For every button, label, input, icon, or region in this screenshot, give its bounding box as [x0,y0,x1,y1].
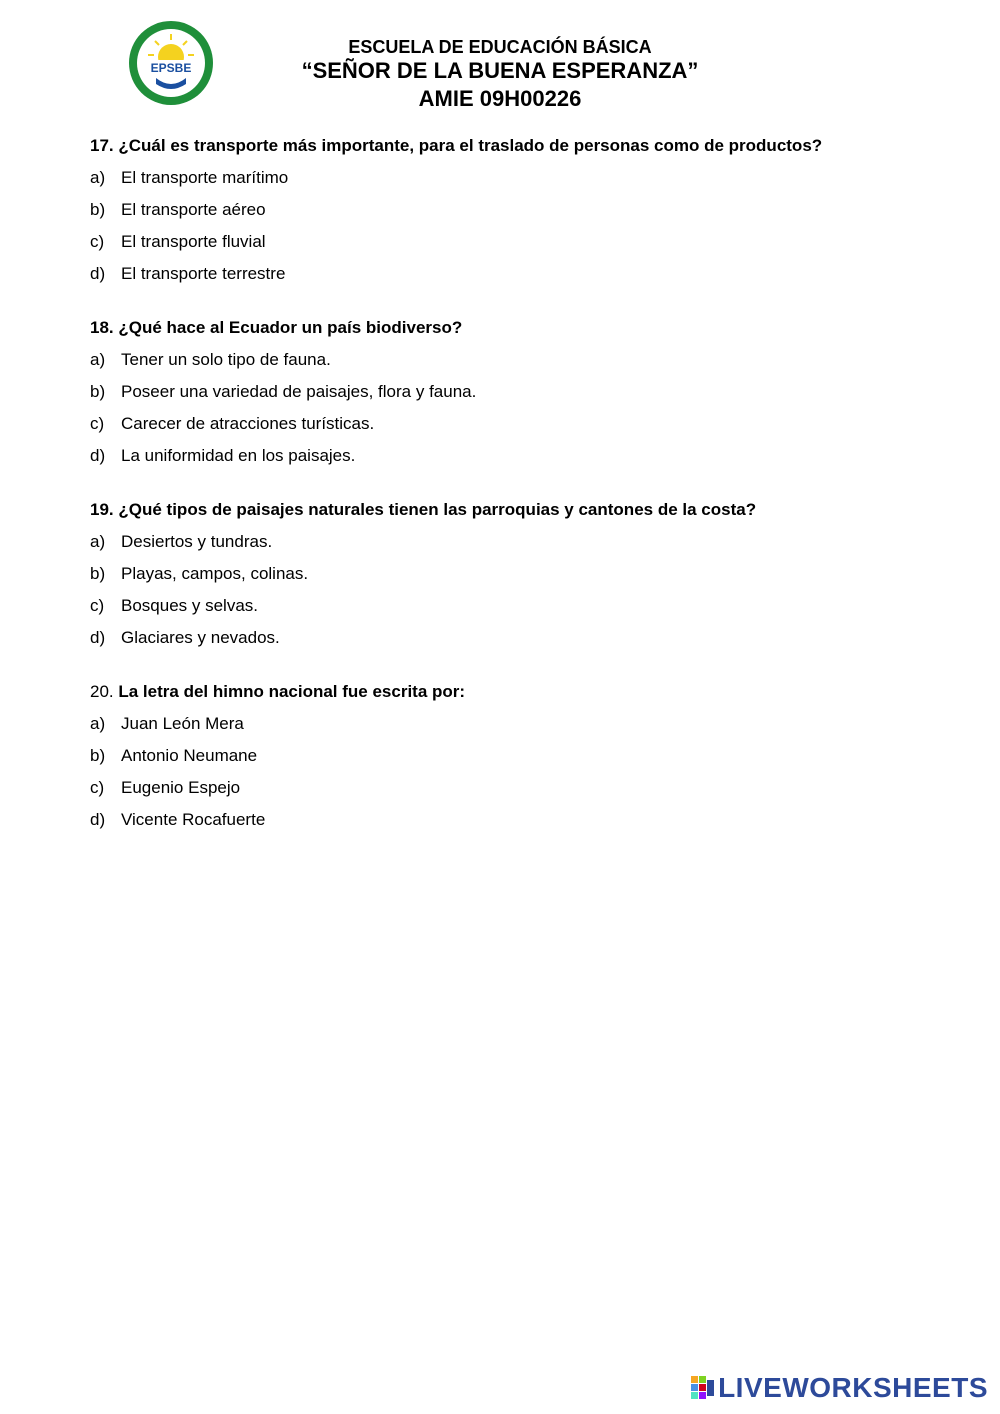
option-text: Poseer una variedad de paisajes, flora y fauna. [121,382,477,401]
school-type: ESCUELA DE EDUCACIÓN BÁSICA [348,37,652,57]
liveworksheets-logo-icon [691,1376,715,1400]
question-title [90,499,970,521]
option-letter: b) [90,746,106,765]
question-text: La letra del himno nacional fue escrita por: [118,682,466,701]
question-text: ¿Qué hace al Ecuador un país biodiverso? [118,318,463,337]
amie-code: AMIE 09H00226 [418,86,582,111]
option-letter: b) [90,382,106,401]
option-letter: a) [90,350,106,369]
option-letter: d) [90,446,106,465]
option-text: Glaciares y nevados. [121,628,280,647]
question-number: 18. [90,318,114,337]
question-title [90,135,970,157]
option-text: Eugenio Espejo [121,778,241,797]
question-number: 19. [90,500,114,519]
option-d[interactable] [90,809,970,831]
school-name: “SEÑOR DE LA BUENA ESPERANZA” [301,58,699,83]
option-a[interactable] [90,167,970,189]
question-number: 20. [90,682,114,701]
option-b[interactable] [90,381,970,403]
option-d[interactable] [90,263,970,285]
option-c[interactable] [90,231,970,253]
option-text: El transporte aéreo [121,200,266,219]
option-letter: d) [90,264,106,283]
option-a[interactable] [90,531,970,553]
question-list [90,135,970,863]
option-text: Vicente Rocafuerte [121,810,266,829]
option-letter: a) [90,532,106,551]
liveworksheets-watermark [691,1372,988,1404]
question-title [90,681,970,703]
option-letter: a) [90,714,106,733]
option-text: Antonio Neumane [121,746,258,765]
option-text: El transporte terrestre [121,264,286,283]
option-text: La uniformidad en los paisajes. [121,446,356,465]
option-letter: c) [90,414,105,433]
question-17 [90,135,970,285]
option-letter: a) [90,168,106,187]
option-text: Tener un solo tipo de fauna. [121,350,331,369]
watermark-text: LIVEWORKSHEETS [718,1372,988,1403]
option-text: Desiertos y tundras. [121,532,273,551]
option-a[interactable] [90,349,970,371]
question-19 [90,499,970,649]
option-text: Playas, campos, colinas. [121,564,309,583]
option-b[interactable] [90,199,970,221]
option-text: Juan León Mera [121,714,244,733]
option-d[interactable] [90,627,970,649]
option-d[interactable] [90,445,970,467]
option-c[interactable] [90,413,970,435]
option-text: El transporte fluvial [121,232,266,251]
option-b[interactable] [90,745,970,767]
option-letter: c) [90,596,105,615]
question-18 [90,317,970,467]
option-letter: d) [90,810,106,829]
option-letter: b) [90,200,106,219]
option-c[interactable] [90,595,970,617]
option-letter: c) [90,778,105,797]
option-b[interactable] [90,563,970,585]
question-20 [90,681,970,831]
option-letter: b) [90,564,106,583]
logo-text: EPSBE [150,61,192,75]
option-text: El transporte marítimo [121,168,289,187]
option-letter: c) [90,232,105,251]
option-c[interactable] [90,777,970,799]
option-text: Carecer de atracciones turísticas. [121,414,375,433]
option-text: Bosques y selvas. [121,596,259,615]
question-title [90,317,970,339]
question-text: ¿Cuál es transporte más importante, para el traslado de personas como de productos? [118,136,823,155]
option-letter: d) [90,628,106,647]
question-text: ¿Qué tipos de paisajes naturales tienen las parroquias y cantones de la costa? [118,500,757,519]
option-a[interactable] [90,713,970,735]
question-number: 17. [90,136,114,155]
